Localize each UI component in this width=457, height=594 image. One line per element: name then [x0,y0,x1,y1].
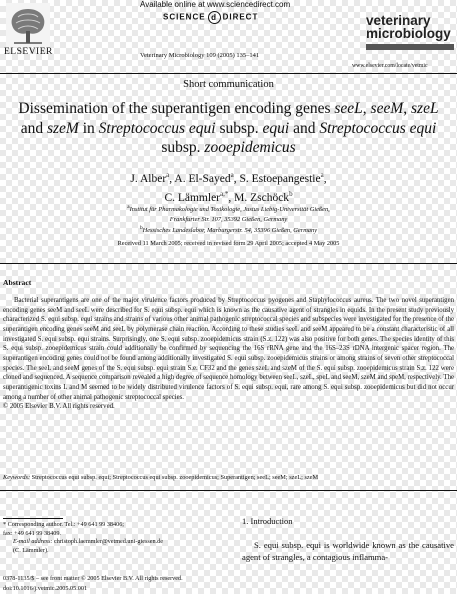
footnote [3,521,221,556]
author-separator: , [323,172,327,185]
title-gene: szeM [46,119,79,137]
footnote-name: (C. Lämmler). [13,547,49,555]
affiliation-line [30,203,427,215]
journal-citation: Veterinary Microbiology 109 (2005) 135–141 [140,52,260,59]
article-title [14,99,443,158]
affiliation-text: Institut für Pharmakologie und Toxikologie, Justus Liebig-Universität Gießen, [129,206,330,214]
abstract-copyright: © 2005 Elsevier B.V. All rights reserved. [3,403,115,411]
title-gene: szeL [411,100,439,117]
keywords-label: Keywords: [3,474,31,481]
footnote-rule [3,518,63,519]
abstract-heading: Abstract [3,278,32,287]
sciencedirect-logo [163,11,258,24]
journal-logo-line1: veterinary [366,13,431,28]
title-gene: seeM [370,100,404,117]
author-separator: , [169,172,175,185]
introduction-body: S. equi subsp. equi is worldwide known as the causative agent of strangles, a contagious inflamma- [242,540,454,562]
title-part: Dissemination of the superantigen encoding genes [18,100,335,117]
header-divider [0,73,457,74]
affiliations [30,203,427,236]
author-name[interactable]: J. Alber [130,172,167,185]
journal-logo-bar [366,44,454,50]
abstract-text: Bacterial superantigens are one of the major virulence factors produced by Streptococcus pyogenes and Staphylococcus aureus. The two novel superantigen encoding genes seeM and seeL were described for S. equi subsp. equi which is known as the causative agent of strangles in equids. In the present study previously characterized S. equi subsp. equi strains and strains of various other animal pathogenic streptococcal species and subspecies were investigated for the presence of the superantigen encoding genes seeM and seeL by polymerase chain reaction. According to these studies seeL and seeM appeared to be a constant characteristic of all investigated S. equi subsp. equi strains. Surprisingly, one S. equi subsp. zooepidemicus strain (S.z. 122) was also positive for both genes. The species identity of this S. equi subsp. zooepidemicus strain could additionally be confirmed by sequencing the 16S rRNA gene and the 16S–23S rDNA intergenic spacer region. The superantigen encoding genes could not be found among additionally investigated S. equi subsp. zooepidemicus strains or among strains of seven other streptococcal species. The seeL and seeM genes of the S. equi subsp. equi strain S.e. CF32 and the genes szeL and szeM of the S. equi subsp. zooepidemicus strain S.z. 122 were cloned and sequenced. A sequence comparison revealed a high degree of sequence homology between seeL, szeL, speL and seeM, szeM and speM, respectively. The superantigenic toxins L and M seemed to be widely distributed virulence factors of S. equi subsp. equi, rare among S. equi subsp. zooepidemicus but did not occur among a number of other animal pathogenic streptococcal species. [3,297,454,401]
title-species: zooepidemicus [204,139,296,156]
journal-url-link[interactable]: www.elsevier.com/locate/vetmic [352,63,428,69]
elsevier-wordmark: ELSEVIER [4,47,53,57]
author-affiliation-mark: a [166,171,170,179]
title-gene: seeL [334,100,363,117]
elsevier-tree-logo-icon [6,3,50,47]
title-part: and [20,119,47,137]
author-name[interactable]: S. Estoepangestie [239,172,321,185]
sciencedirect-at-icon: d [208,11,221,24]
title-part: in [78,119,99,137]
author-list [30,168,427,207]
keywords-divider [0,490,457,491]
issn-line: 0378-1135/$ – see front matter © 2005 Elsevier B.V. All rights reserved. [3,575,183,582]
bottom-info [3,574,303,593]
title-part: , [403,100,411,117]
available-online-text: Available online at www.sciencedirect.com [140,0,291,9]
article-dates: Received 11 March 2005; received in revised form 29 April 2005; accepted 4 May 2005 [117,240,340,247]
author-affiliation-mark: b [289,190,293,199]
author-affiliation-mark: a [320,171,324,179]
keywords-list: Streptococcus equi subsp. equi; Streptococcus equi subsp. zooepidemicus; Superantigen; seeL; seeM; szeL; szeM [30,474,319,481]
title-species: equi [262,119,290,137]
title-part: , [362,100,371,117]
abstract-divider [0,263,457,264]
title-species: Streptococcus equi [98,119,216,137]
affiliation-text: Frankfurter Str. 107, 35392 Gießen, Germany [169,215,288,223]
sciencedirect-left: SCIENCE [163,12,206,22]
keywords [3,474,454,481]
author-name[interactable]: A. El-Sayed [174,172,231,185]
title-species: Streptococcus equi [319,119,437,137]
footnote-email-link[interactable]: christoph.laemmler@vetmed.uni-giessen.de [52,538,163,546]
abstract-body [3,296,454,412]
section-type: Short communication [183,79,274,90]
journal-logo [366,14,451,40]
footnote-corresponding: * Corresponding author. Tel.: +49 641 99 38406; [3,521,125,528]
footnote-fax: fax: +49 641 99 38409. [3,529,61,537]
affiliation-text: Hessisches Landeslabor, Marburgerstr. 54, 35396 Gießen, Germany [142,227,318,235]
sciencedirect-right: DIRECT [222,12,259,22]
author-name[interactable]: M. Zschöck [234,192,290,205]
introduction-heading: 1. Introduction [242,516,293,526]
author-separator: , [228,192,235,205]
affiliation-line [30,215,427,225]
author-affiliation-mark: a,* [220,190,229,199]
author-name[interactable]: C. Lämmler [164,192,221,205]
title-part: subsp. [161,139,205,156]
footnote-email-label: E-mail address: [13,538,53,546]
journal-logo-line2: microbiology [366,26,451,41]
doi-link[interactable]: doi:10.1016/j.vetmic.2005.05.001 [3,584,88,592]
affiliation-mark: b [139,225,143,232]
footnote-email-line [3,538,221,547]
title-part: and [289,119,320,137]
author-affiliation-mark: a [230,171,234,179]
author-separator: , [233,172,240,185]
title-part: subsp. [215,119,263,137]
affiliation-mark: a [127,204,130,210]
affiliation-line [30,224,427,236]
